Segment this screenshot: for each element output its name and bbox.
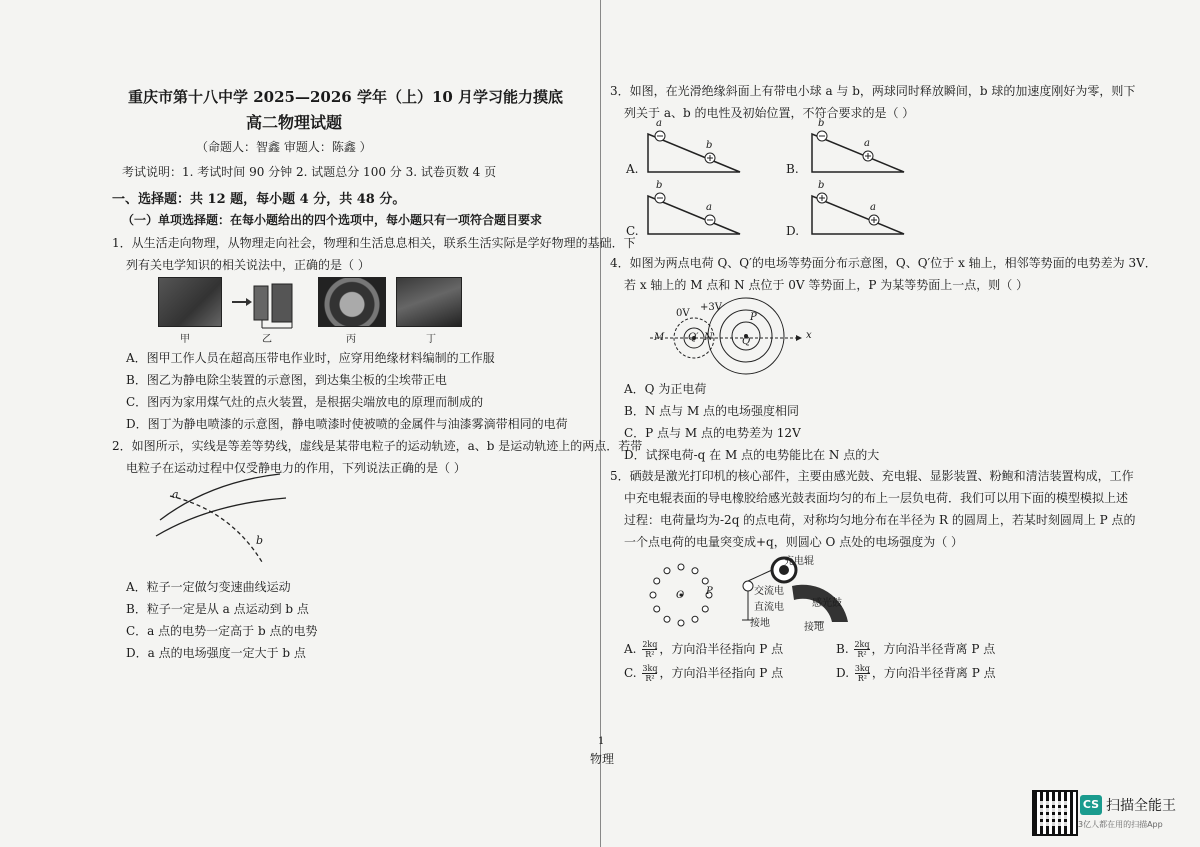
page-number: 1 <box>598 736 605 747</box>
q3-letter-a: A. <box>626 162 639 176</box>
camscanner-brand: 扫描全能王 <box>1106 798 1176 814</box>
q3-letter-b: B. <box>786 162 799 176</box>
q3-stem-line1: 3．如图，在光滑绝缘斜面上有带电小球 a 与 b，两球同时释放瞬间，b 球的加速度刚好为零，则下 <box>610 84 1136 98</box>
q5-label-ground2: 接地 <box>804 622 824 633</box>
q1-stem-line1: 1．从生活走向物理，从物理走向社会，物理和生活息息相关，联系生活实际是学好物理的基础．下 <box>112 236 636 250</box>
camscanner-logo: CS <box>1080 795 1102 815</box>
q5-stem-line3: 过程：电荷量均为-2q 的点电荷，对称均匀地分布在半径为 R 的圆周上，若某时刻圆周上 P 点的 <box>624 513 1136 527</box>
q1-caption-bing: 丙 <box>346 334 356 345</box>
camscanner-tagline: 3亿人都在用的扫描App <box>1078 820 1163 829</box>
ring-charge <box>678 564 684 570</box>
q1-caption-yi: 乙 <box>262 334 272 345</box>
q5-label-o: O <box>676 590 685 601</box>
q3-figure-c <box>644 184 744 240</box>
q5-label-p: P <box>706 586 713 597</box>
q5-label-dc: 直流电 <box>754 602 784 613</box>
q3-letter-c: C. <box>626 224 639 238</box>
q5-label-ground1: 接地 <box>750 618 770 629</box>
q4-label-p: P <box>750 312 757 323</box>
page-subject: 物理 <box>590 752 615 766</box>
q5-stem-line4: 一个点电荷的电量突变成+q，则圆心 O 点处的电场强度为（ ） <box>624 535 964 549</box>
q3d-label-b: b <box>818 180 825 191</box>
q2-option-b: B．粒子一定是从 a 点运动到 b 点 <box>126 602 309 616</box>
q1-option-a: A．图甲工作人员在超高压带电作业时，应穿用绝缘材料编制的工作服 <box>126 351 495 365</box>
qr-code <box>1032 790 1078 836</box>
q3-figure-a <box>644 122 744 178</box>
q2-option-d: D．a 点的电场强度一定大于 b 点 <box>126 646 306 660</box>
q3b-label-a: a <box>864 138 870 149</box>
q3a-label-b: b <box>706 140 713 151</box>
q4-label-m: M <box>654 332 665 343</box>
ring-charge <box>654 606 660 612</box>
ring-charge <box>654 578 660 584</box>
exam-notes: 考试说明：1. 考试时间 90 分钟 2. 试题总分 100 分 3. 试卷页数 4 页 <box>122 165 497 179</box>
q2-label-a: a <box>172 488 179 501</box>
q1-caption-jia: 甲 <box>180 334 190 345</box>
q1-photo-ding <box>396 277 462 327</box>
q4-label-x: x <box>806 330 812 341</box>
ring-charge <box>664 616 670 622</box>
q4-option-a: A．Q 为正电荷 <box>624 382 707 396</box>
q4-label-plus3v: +3V <box>700 302 722 313</box>
q3-stem-line2: 列关于 a、b 的电性及初始位置，不符合要求的是（ ） <box>624 106 915 120</box>
q1-option-d: D．图丁为静电喷漆的示意图，静电喷漆时使被喷的金属件与油漆雾滴带相同的电荷 <box>126 417 568 431</box>
q4-label-0v: 0V <box>676 308 690 319</box>
q5-option-d: D. $\frac{3kq}{\text{R²}}$ ，方向沿半径背离 P 点 <box>836 664 996 683</box>
q5-option-b: B. $\frac{2kq}{\text{R²}}$ ，方向沿半径背离 P 点 <box>836 640 996 659</box>
q1-option-c: C．图丙为家用煤气灶的点火装置，是根据尖端放电的原理而制成的 <box>126 395 484 409</box>
q4-option-d: D．试探电荷-q 在 M 点的电势能比在 N 点的大 <box>624 448 880 462</box>
q5-label-roller: 充电辊 <box>784 556 814 567</box>
page-fold <box>600 0 601 847</box>
q3-figure-d <box>808 184 908 240</box>
q5-label-drum: 感光鼓 <box>812 598 842 609</box>
q4-label-n: N <box>704 332 713 343</box>
q1-photo-bing <box>318 277 386 327</box>
section-heading: 一、选择题：共 12 题，每小题 4 分，共 48 分。 <box>112 192 406 207</box>
q2-stem-line1: 2．如图所示，实线是等差等势线，虚线是某带电粒子的运动轨迹，a、b 是运动轨迹上的两点．若带 <box>112 439 643 453</box>
q5-stem-line1: 5．硒鼓是激光打印机的核心部件，主要由感光鼓、充电辊、显影装置、粉鲍和清洁装置构成，工作 <box>610 469 1134 483</box>
q4-option-c: C．P 点与 M 点的电势差为 12V <box>624 426 801 440</box>
q3c-label-b: b <box>656 180 663 191</box>
q4-label-qprime: Q′ <box>688 332 699 343</box>
q3b-label-b: b <box>818 118 825 129</box>
q5-option-c: C. $\frac{3kq}{\text{R²}}$ ，方向沿半径指向 P 点 <box>624 664 784 683</box>
ring-charge <box>702 606 708 612</box>
ring-charge <box>702 578 708 584</box>
q2-stem-line2: 电粒子在运动过程中仅受静电力的作用，下列说法正确的是（ ） <box>126 461 466 475</box>
q5-option-a: A. $\frac{2kq}{\text{R²}}$ ，方向沿半径指向 P 点 <box>624 640 784 659</box>
q2-figure <box>150 470 290 570</box>
q3-figure-b <box>808 122 908 178</box>
q3a-label-a: a <box>656 118 662 129</box>
q5-label-ac: 交流电 <box>754 586 784 597</box>
q4-label-q: Q <box>742 336 751 347</box>
q4-stem-line2: 若 x 轴上的 M 点和 N 点位于 0V 等势面上，P 为某等势面上一点，则（ ） <box>624 278 1029 292</box>
q3c-label-a: a <box>706 202 712 213</box>
exam-authors: （命题人：智鑫 审题人：陈鑫 ） <box>196 140 372 154</box>
q1-stem-line2: 列有关电学知识的相关说法中，正确的是（ ） <box>126 258 370 272</box>
q5-stem-line2: 中充电辊表面的导电橡胶给感光鼓表面均匀的布上一层负电荷．我们可以用下面的模型模拟上述 <box>624 491 1129 505</box>
q2-option-c: C．a 点的电势一定高于 b 点的电势 <box>126 624 318 638</box>
q4-figure <box>646 290 806 380</box>
exam-subtitle: 高二物理试题 <box>246 113 343 132</box>
q4-stem-line1: 4．如图为两点电荷 Q、Q′的电场等势面分布示意图，Q、Q′位于 x 轴上，相邻等势面的电势差为 3V． <box>610 256 1157 270</box>
q2-label-b: b <box>256 534 264 547</box>
exam-title: 重庆市第十八中学 2025—2026 学年（上）10 月学习能力摸底 <box>128 88 564 106</box>
ring-charge <box>678 620 684 626</box>
ring-charge <box>692 616 698 622</box>
ring-charge <box>664 568 670 574</box>
section-subheading: （一）单项选择题：在每小题给出的四个选项中，每小题只有一项符合题目要求 <box>122 213 543 227</box>
q3-letter-d: D. <box>786 224 800 238</box>
q1-figure-yi <box>232 282 306 328</box>
q2-option-a: A．粒子一定做匀变速曲线运动 <box>126 580 291 594</box>
q1-photo-jia <box>158 277 222 327</box>
ring-charge <box>650 592 656 598</box>
q3d-label-a: a <box>870 202 876 213</box>
q1-option-b: B．图乙为静电除尘装置的示意图，到达集尘板的尘埃带正电 <box>126 373 447 387</box>
ring-charge <box>692 568 698 574</box>
q4-option-b: B．N 点与 M 点的电场强度相同 <box>624 404 800 418</box>
q1-caption-ding: 丁 <box>426 334 436 345</box>
